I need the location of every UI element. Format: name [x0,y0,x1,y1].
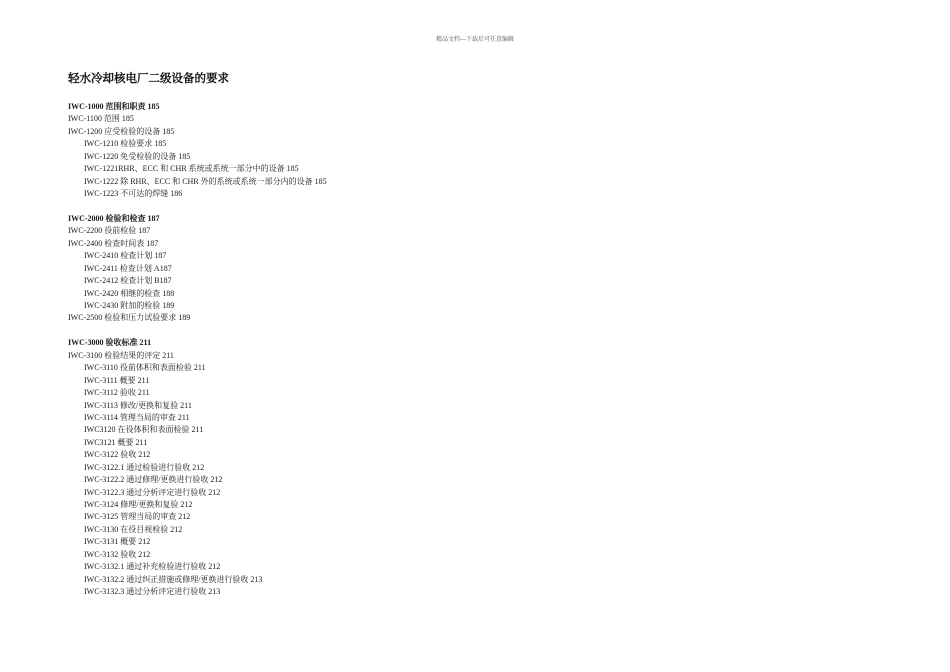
toc-entry: IWC-1223 不可达的焊缝 186 [84,189,183,199]
toc-entry: IWC-3110 役前体积和表面检验 211 [84,363,206,373]
table-of-contents [68,101,888,599]
toc-section-heading: IWC-3000 验收标准 211 [68,338,152,348]
toc-entry: IWC-2500 检验和压力试验要求 189 [68,313,191,323]
toc-entry: IWC-2411 检查计划 A187 [84,263,172,273]
toc-entry: IWC-3122 验收 212 [84,450,151,460]
toc-entry: IWC-1200 应受检验的设备 185 [68,126,175,136]
toc-section-heading: IWC-1000 范围和职责 185 [68,102,160,111]
toc-entry: IWC-3113 修改/更换和复验 211 [84,400,192,410]
toc-entry: IWC-3130 在役目视检验 212 [84,524,183,534]
toc-entry: IWC-2430 附加的检验 189 [84,301,175,310]
toc-entry: IWC-2400 检查时间表 187 [68,238,159,248]
toc-entry: IWC-3122.1 通过检验进行验收 212 [84,462,205,472]
toc-entry: IWC-3131 概要 212 [84,537,151,547]
toc-entry: IWC-3132.1 通过补充检验进行验收 212 [84,562,221,572]
toc-entry: IWC-3132 验收 212 [84,549,151,559]
toc-entry: IWC-1100 范围 185 [68,114,134,124]
toc-entry: IWC3120 在役体积和表面检验 211 [84,425,204,435]
toc-entry: IWC-1221RHR、ECC 和 CHR 系统或系统一部分中的设备 185 [84,164,299,174]
document-title: 轻水冷却核电厂二级设备的要求 [68,71,229,85]
toc-entry: IWC-2410 检查计划 187 [84,251,167,261]
toc-entry: IWC-3132.3 通过分析评定进行验收 213 [84,587,221,597]
toc-section-heading: IWC-2000 检验和检查 187 [68,213,160,223]
toc-entry: IWC-2200 役前检验 187 [68,226,151,236]
toc-entry: IWC3121 概要 211 [84,437,148,447]
toc-entry: IWC-3122.2 通过修理/更换进行验收 212 [84,475,223,485]
page-header: 精品文档---下载后可任意编辑 [436,37,514,43]
toc-entry: IWC-3112 验收 211 [84,388,150,398]
toc-entry: IWC-3114 管理当局的审查 211 [84,412,190,422]
toc-entry: IWC-1210 检验要求 185 [84,139,167,149]
toc-entry: IWC-3125 管理当局的审查 212 [84,512,191,522]
toc-entry: IWC-1220 免受检验的设备 185 [84,151,191,161]
toc-entry: IWC-1222 除 RHR、ECC 和 CHR 外的系统或系统一部分内的设备 185 [84,176,327,186]
section-spacer [68,201,888,213]
toc-entry: IWC-2412 检查计划 B187 [84,276,172,286]
toc-entry: IWC-2420 相继的检查 188 [84,288,175,298]
toc-entry: IWC-3111 概要 211 [84,375,150,385]
toc-entry: IWC-3100 检验结果的评定 211 [68,350,174,360]
toc-entry: IWC-3122.3 通过分析评定进行验收 212 [84,487,221,497]
section-spacer [68,325,888,337]
toc-entry: IWC-3132.2 通过纠正措施或修理/更换进行验收 213 [84,574,263,584]
toc-entry: IWC-3124 修理/更换和复验 212 [84,500,193,509]
